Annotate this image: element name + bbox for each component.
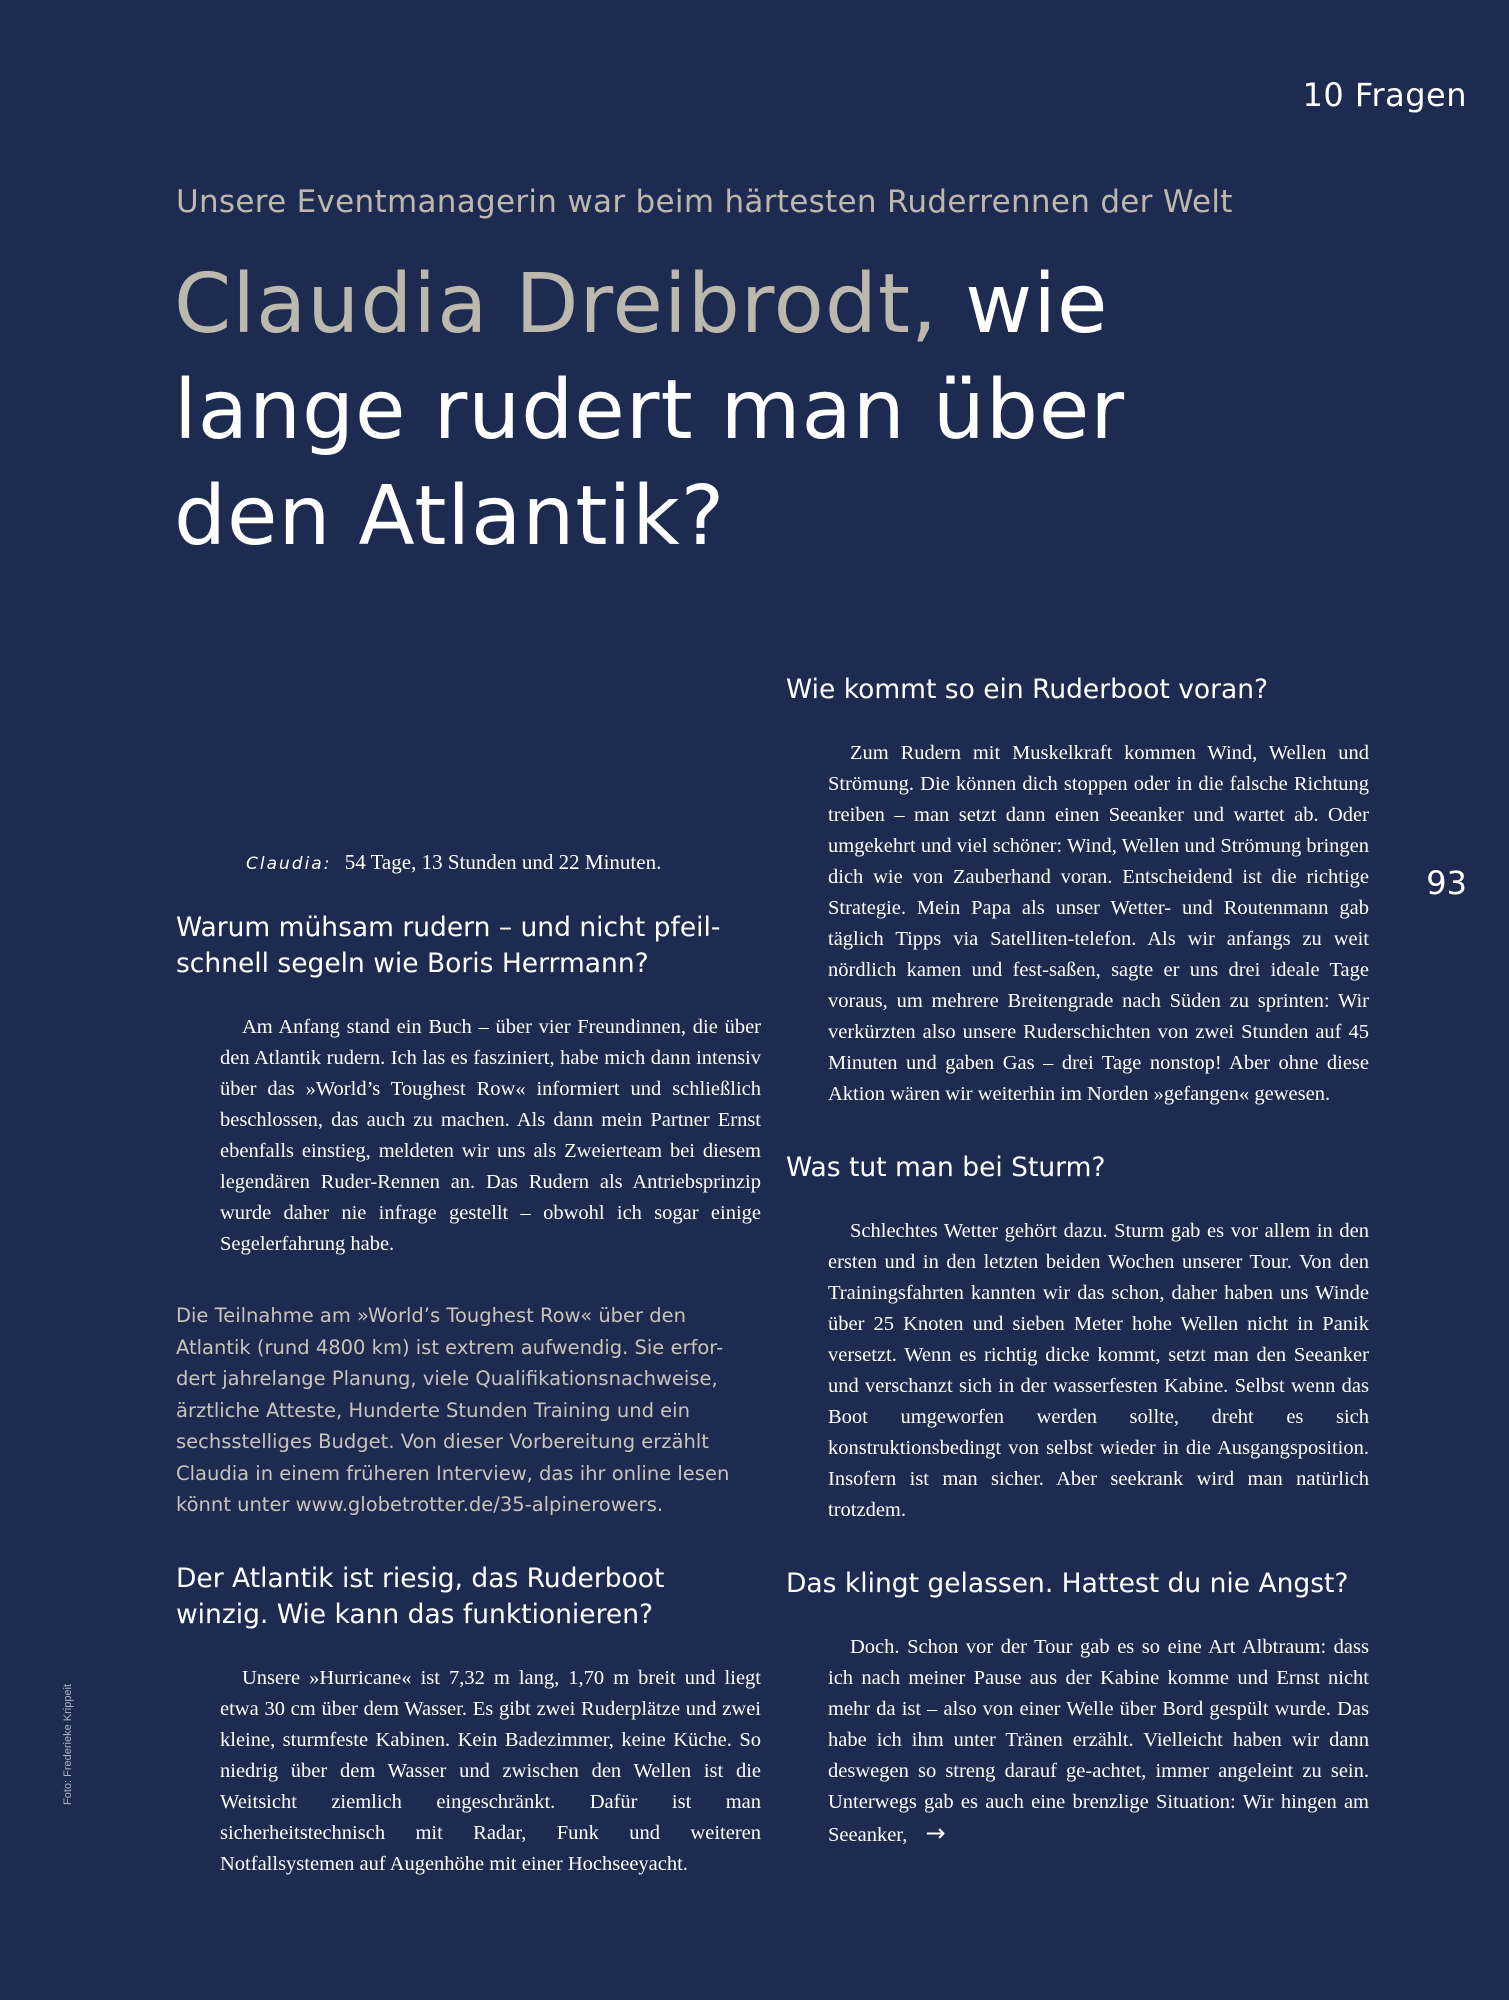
answer-2: Unsere »Hurricane« ist 7,32 m lang, 1,70 m breit und liegt etwa 30 cm über dem Wasser. Es gibt zwei Ruderplätze und zwei kleine, sturmfeste Kabinen. Kein Badezimmer, keine Küche. So niedrig über dem Wasser und zwischen den Wellen ist die Weitsicht ziemlich eingeschränkt. Dafür ist man sicherheitstechnisch mit Radar, Funk und weiteren Notfallsystemen auf Augenhöhe mit einer Hochseeyacht. [220,1666,761,1875]
page-title [174,252,1274,570]
answer-1: Am Anfang stand ein Buch – über vier Freundinnen, die über den Atlantik rudern. Ich las es fasziniert, habe mich dann intensiv über das »World’s Toughest Row« informiert und schließlich beschlossen, das auch zu machen. Als dann mein Partner Ernst ebenfalls einstieg, meldeten wir uns als Zweierteam bei diesem legendären Ruder-Rennen an. Das Rudern als Antriebsprinzip wurde daher nie infrage gestellt – obwohl ich sogar einige Segelerfahrung habe. [220,1016,761,1255]
right-column [786,672,1369,1891]
left-column [176,910,761,1920]
answer-3: Zum Rudern mit Muskelkraft kommen Wind, Wellen und Strömung. Die können dich stoppen oder in die falsche Richtung treiben – man setzt dann einen Seeanker und wartet ab. Oder umgekehrt und viel schöner: Wind, Wellen und Strömung bringen dich wie von Zauberhand voran. Entscheidend ist die richtige Strategie. Mein Papa als unser Wetter- und Routenmann gab täglich Tipps via Satelliten-telefon. Als wir anfangs zu weit nördlich kamen und fest-saßen, sagte er uns drei ideale Tage voraus, um mehrere Breitengrade nach Süden zu sprinten: Wir verkürzten also unsere Ruderschichten von zwei Stunden auf 45 Minuten und gaben Gas – drei Tage nonstop! Aber ohne diese Aktion wären wir weiterhin im Norden »gefangen« gewesen. [828,742,1369,1105]
question-2: Der Atlantik ist riesig, das Ruderboot winzig. Wie kann das funktionieren? [176,1562,665,1630]
section-label: 10 Fragen [1302,76,1467,114]
question-3: Wie kommt so ein Ruderboot voran? [786,674,1269,705]
answer-4: Schlechtes Wetter gehört dazu. Sturm gab es vor allem in den ersten und in den letzten beiden Wochen unserer Tour. Von den Trainingsfahrten kannten wir das schon, daher haben uns Winde über 25 Knoten und sieben Meter hohe Wellen nicht in Panik versetzt. Wenn es richtig dicke kommt, setzt man den Seeanker und verschanzt sich in der wasserfesten Kabine. Selbst wenn das Boot umgeworfen werden sollte, dreht es sich konstruktionsbedingt von selbst wieder in die Ausgangsposition. Insofern ist man sicher. Aber seekrank wird man natürlich trotzdem. [828,1220,1369,1521]
kicker: Unsere Eventmanagerin war beim härtesten Ruderrennen der Welt [176,184,1233,220]
first-answer-text: 54 Tage, 13 Stunden und 22 Minuten. [344,850,662,874]
question-4: Was tut man bei Sturm? [786,1152,1106,1183]
headline-name: Claudia Dreibrodt, [174,257,939,352]
answer-5-text: Doch. Schon vor der Tour gab es so eine Art Albtraum: dass ich nach meiner Pause aus der Kabine komme und Ernst nicht mehr da ist – also von einer Welle über Bord gespült wurde. Das habe ich ihm unter Tränen erzählt. Vielleicht haben wir dann deswegen so streng darauf ge-achtet, immer angeleint zu sein. Unterwegs gab es auch eine brenzlige Situation: Wir hingen am Seeanker, [828,1636,1369,1846]
first-answer [246,850,661,875]
question-1: Warum mühsam rudern – und nicht pfeil-schnell segeln wie Boris Herrmann? [176,912,721,979]
headline-question: wie lange rudert man über den Atlantik? [174,257,1126,564]
photo-credit: Foto: Frederieke Krippeit [62,1683,74,1805]
info-box: Die Teilnahme am »World’s Toughest Row« über den Atlantik (rund 4800 km) ist extrem aufwendig. Sie erfor-dert jahrelange Planung, viele Qualifikationsnachweise, ärztliche Atteste, Hunderte Stunden Training und ein sechsstelliges Budget. Von dieser Vorbereitung erzählt Claudia in einem früheren Interview, das ihr online lesen könnt unter www.globetrotter.de/35-alpinerowers. [176,1304,730,1516]
answer-5 [828,1632,1369,1851]
question-5: Das klingt gelassen. Hattest du nie Angst? [786,1568,1349,1599]
page-number: 93 [1426,864,1467,902]
continue-arrow-icon: → [925,1819,946,1847]
speaker-label: Claudia: [246,854,332,874]
